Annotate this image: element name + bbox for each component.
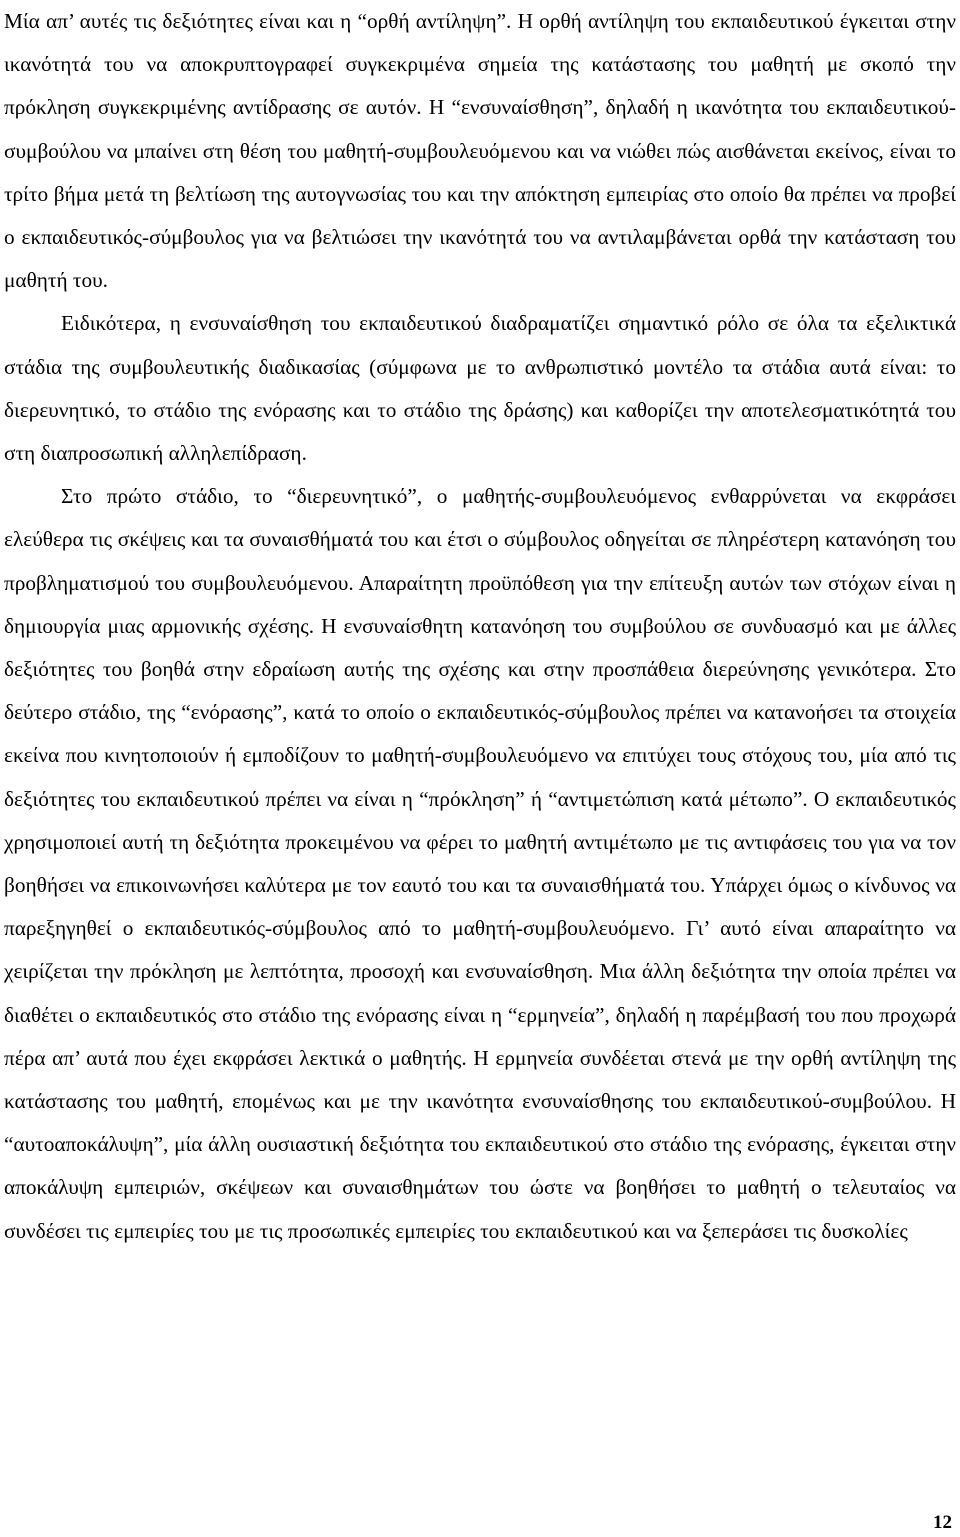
document-page (4, 0, 956, 1253)
paragraph-1: Μία απ’ αυτές τις δεξιότητες είναι και η “ορθή αντίληψη”. Η ορθή αντίληψη του εκπαιδευτικού έγκειται στην ικανότητά του να αποκρυπτογραφεί συγκεκριμένα σημεία της κατάστασης του μαθητή με σκοπό την πρόκληση συγκεκριμένης αντίδρασης σε αυτόν. Η “ενσυναίσθηση”, δηλαδή η ικανότητα του εκπαιδευτικού-συμβούλου να μπαίνει στη θέση του μαθητή-συμβουλευόμενου και να νιώθει πώς αισθάνεται εκείνος, είναι το τρίτο βήμα μετά τη βελτίωση της αυτογνωσίας του και την απόκτηση εμπειρίας στο οποίο θα πρέπει να προβεί ο εκπαιδευτικός-σύμβουλος για να βελτιώσει την ικανότητά του να αντιλαμβάνεται ορθά την κατάσταση του μαθητή του. (4, 9, 956, 293)
paragraph-3: Στο πρώτο στάδιο, το “διερευνητικό”, ο μαθητής-συμβουλευόμενος ενθαρρύνεται να εκφράσει ελεύθερα τις σκέψεις και τα συναισθήματά του και έτσι ο σύμβουλος οδηγείται σε πληρέστερη κατανόηση του προβληματισμού του συμβουλευόμενου. Απαραίτητη προϋπόθεση για την επίτευξη αυτών των στόχων είναι η δημιουργία μιας αρμονικής σχέσης. Η ενσυναίσθητη κατανόηση του συμβούλου σε συνδυασμό και με άλλες δεξιότητες του βοηθά στην εδραίωση αυτής της σχέσης και στην προσπάθεια διερεύνησης γενικότερα. Στο δεύτερο στάδιο, της “ενόρασης”, κατά το οποίο ο εκπαιδευτικός-σύμβουλος πρέπει να κατανοήσει τα στοιχεία εκείνα που κινητοποιούν ή εμποδίζουν το μαθητή-συμβουλευόμενο να επιτύχει τους στόχους του, μία από τις δεξιότητες του εκπαιδευτικού πρέπει να είναι η “πρόκληση” ή “αντιμετώπιση κατά μέτωπο”. Ο εκπαιδευτικός χρησιμοποιεί αυτή τη δεξιότητα προκειμένου να φέρει το μαθητή αντιμέτωπο με τις αντιφάσεις του για να τον βοηθήσει να επικοινωνήσει καλύτερα με τον εαυτό του και τα συναισθήματά του. Υπάρχει όμως ο κίνδυνος να παρεξηγηθεί ο εκπαιδευτικός-σύμβουλος από το μαθητή-συμβουλευόμενο. Γι’ αυτό είναι απαραίτητο να χειρίζεται την πρόκληση με λεπτότητα, προσοχή και ενσυναίσθηση. Μια άλλη δεξιότητα την οποία πρέπει να διαθέτει ο εκπαιδευτικός στο στάδιο της ενόρασης είναι η “ερμηνεία”, δηλαδή η παρέμβασή του που προχωρά πέρα απ’ αυτά που έχει εκφράσει λεκτικά ο μαθητής. Η ερμηνεία συνδέεται στενά με την ορθή αντίληψη της κατάστασης του μαθητή, επομένως και με την ικανότητα ενσυναίσθησης του εκπαιδευτικού-συμβούλου. Η “αυτοαποκάλυψη”, μία άλλη ουσιαστική δεξιότητα του εκπαιδευτικού στο στάδιο της ενόρασης, έγκειται στην αποκάλυψη εμπειριών, σκέψεων και συναισθημάτων του ώστε να βοηθήσει το μαθητή ο τελευταίος να συνδέσει τις εμπειρίες του με τις προσωπικές εμπειρίες του εκπαιδευτικού και να ξεπεράσει τις δυσκολίες (4, 484, 956, 1243)
page-number: 12 (933, 1512, 952, 1533)
paragraph-2: Ειδικότερα, η ενσυναίσθηση του εκπαιδευτικού διαδραματίζει σημαντικό ρόλο σε όλα τα εξελικτικά στάδια της συμβουλευτικής διαδικασίας (σύμφωνα με το ανθρωπιστικό μοντέλο τα στάδια αυτά είναι: το διερευνητικό, το στάδιο της ενόρασης και το στάδιο της δράσης) και καθορίζει την αποτελεσματικότητά του στη διαπροσωπική αλληλεπίδραση. (4, 311, 956, 466)
